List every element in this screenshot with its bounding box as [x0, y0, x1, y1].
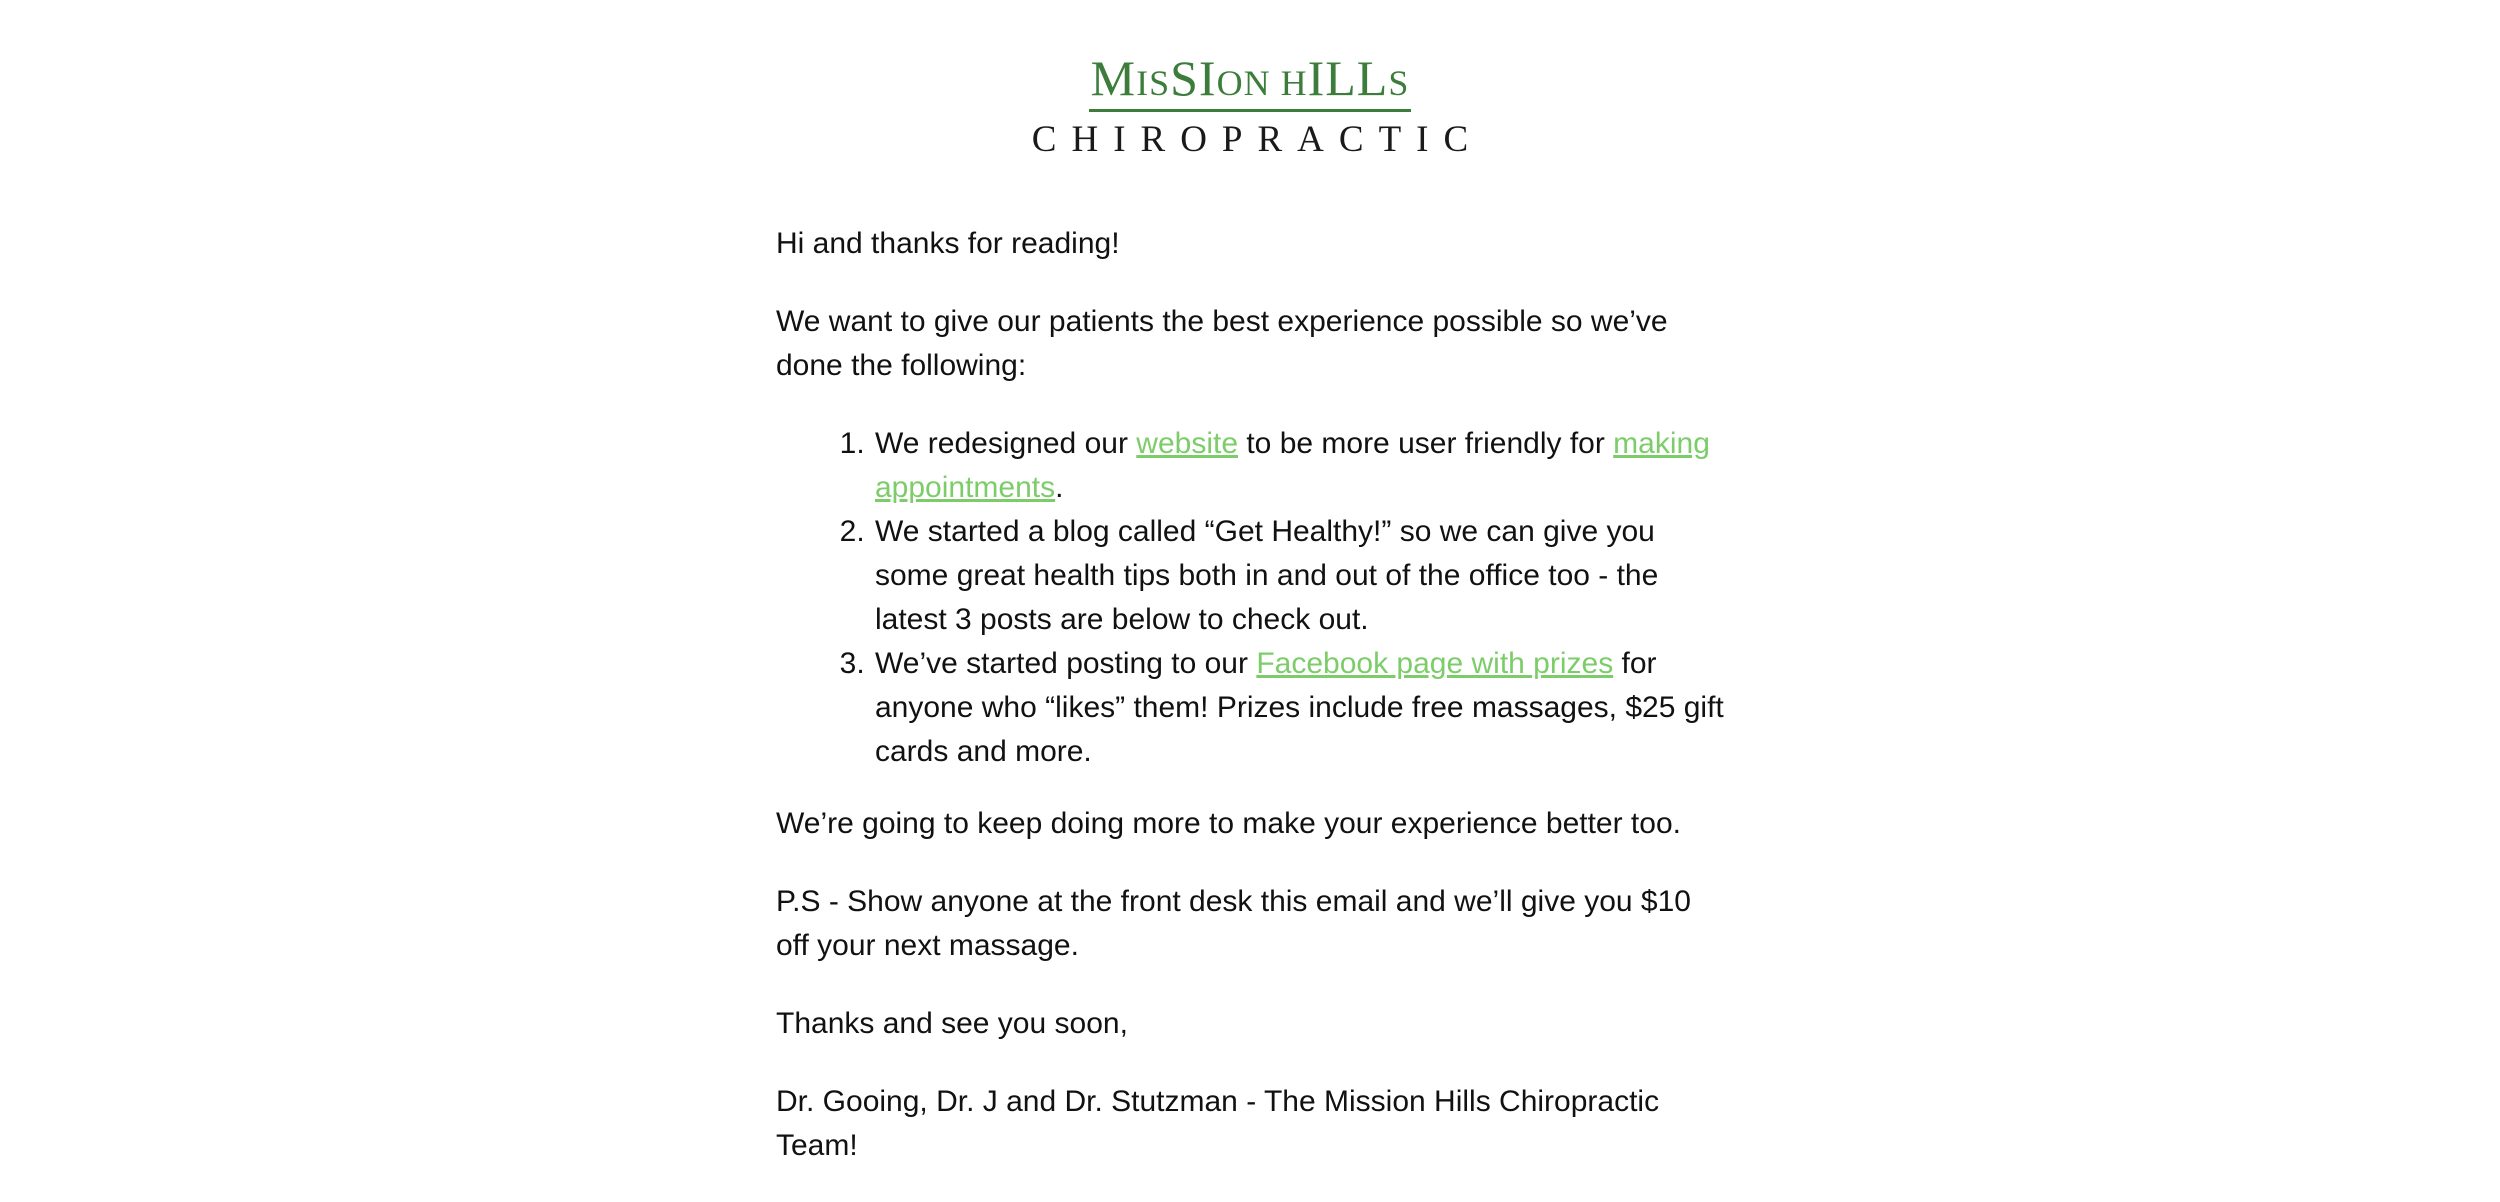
- email-body: [776, 222, 1726, 1202]
- signoff: Thanks and see you soon,: [776, 1007, 1128, 1040]
- list-item: 3. We’ve started posting to our Facebook page with prizes for anyone who “likes” them! Prizes include free massages, $25 gift cards and more.: [873, 642, 1726, 774]
- website-link[interactable]: website: [1136, 427, 1238, 460]
- improvements-list: [776, 422, 1726, 774]
- list-item: 2. We started a blog called “Get Healthy!” so we can give you some great health tips both in and out of the office too - the latest 3 posts are below to check out.: [873, 510, 1726, 642]
- greeting: Hi and thanks for reading!: [776, 227, 1120, 260]
- signature: Dr. Gooing, Dr. J and Dr. Stutzman - The Mission Hills Chiropractic Team!: [776, 1085, 1660, 1162]
- logo-wordmark-top: MISSION HILLS: [1089, 52, 1412, 112]
- mission-hills-chiropractic-logo: [0, 52, 2500, 162]
- facebook-page-link[interactable]: Facebook page with prizes: [1256, 647, 1614, 680]
- making-appointments-link[interactable]: making appointments: [875, 427, 1710, 504]
- ps-paragraph: P.S - Show anyone at the front desk this email and we’ll give you $10 off your next massage.: [776, 885, 1691, 962]
- logo-wordmark-bottom: CHIROPRACTIC: [1031, 119, 1484, 160]
- intro-paragraph: We want to give our patients the best experience possible so we’ve done the following:: [776, 305, 1668, 382]
- closing-paragraph: We’re going to keep doing more to make your experience better too.: [776, 807, 1681, 840]
- list-item: 1. We redesigned our website to be more user friendly for making appointments.: [873, 422, 1726, 510]
